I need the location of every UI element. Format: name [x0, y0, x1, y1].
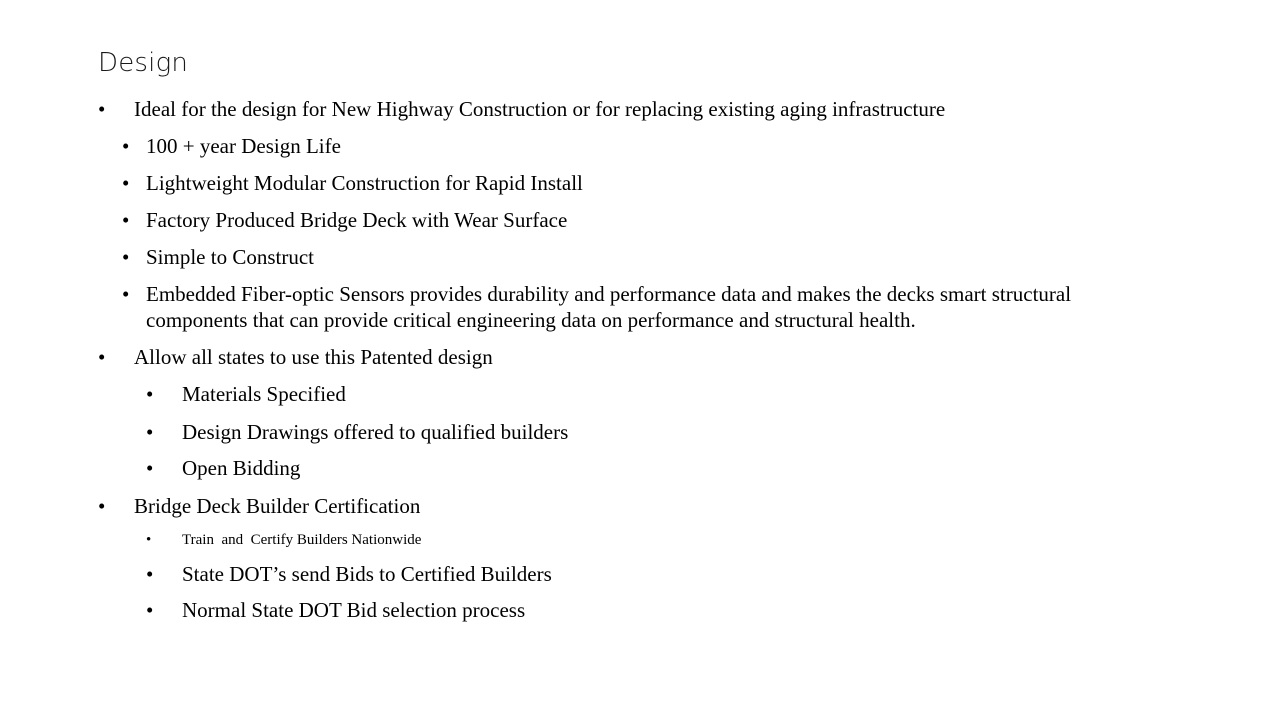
bullet-dot-icon: •	[122, 245, 130, 269]
bullet-dot-icon: •	[98, 97, 106, 121]
bullet-dot-icon: •	[146, 532, 152, 548]
bullet-dot-icon: •	[98, 345, 106, 369]
bullet-text: Train and Certify Builders Nationwide	[182, 532, 422, 548]
bullet-text: 100 + year Design Life	[146, 134, 341, 158]
bullet-dot-icon: •	[146, 456, 154, 480]
bullet-text: Allow all states to use this Patented design	[134, 345, 493, 369]
bullet-text: Embedded Fiber-optic Sensors provides durability and performance data and makes the decks smart structural components that can provide critical engineering data on performance and structural health.	[146, 282, 1072, 332]
bullet-dot-icon: •	[146, 598, 154, 622]
bullet-text: Ideal for the design for New Highway Construction or for replacing existing aging infrastructure	[134, 97, 946, 121]
bullet-dot-icon: •	[122, 171, 130, 195]
bullet-text: Materials Specified	[182, 382, 346, 406]
bullet-text: Bridge Deck Builder Certification	[134, 494, 421, 518]
bullet-dot-icon: •	[146, 382, 154, 406]
bullet-text: Factory Produced Bridge Deck with Wear Surface	[146, 208, 568, 232]
bullet-dot-icon: •	[98, 494, 106, 518]
bullet-dot-icon: •	[122, 208, 130, 232]
bullet-dot-icon: •	[146, 420, 154, 444]
bullet-dot-icon: •	[146, 562, 154, 586]
slide-title: Design	[98, 48, 189, 78]
bullet-text: State DOT’s send Bids to Certified Builders	[182, 562, 552, 586]
bullet-text: Design Drawings offered to qualified builders	[182, 420, 569, 444]
bullet-text: Normal State DOT Bid selection process	[182, 598, 526, 622]
bullet-dot-icon: •	[122, 282, 130, 306]
bullet-text: Open Bidding	[182, 456, 301, 480]
bullet-text: Lightweight Modular Construction for Rapid Install	[146, 171, 583, 195]
bullet-dot-icon: •	[122, 134, 130, 158]
bullet-text: Simple to Construct	[146, 245, 314, 269]
